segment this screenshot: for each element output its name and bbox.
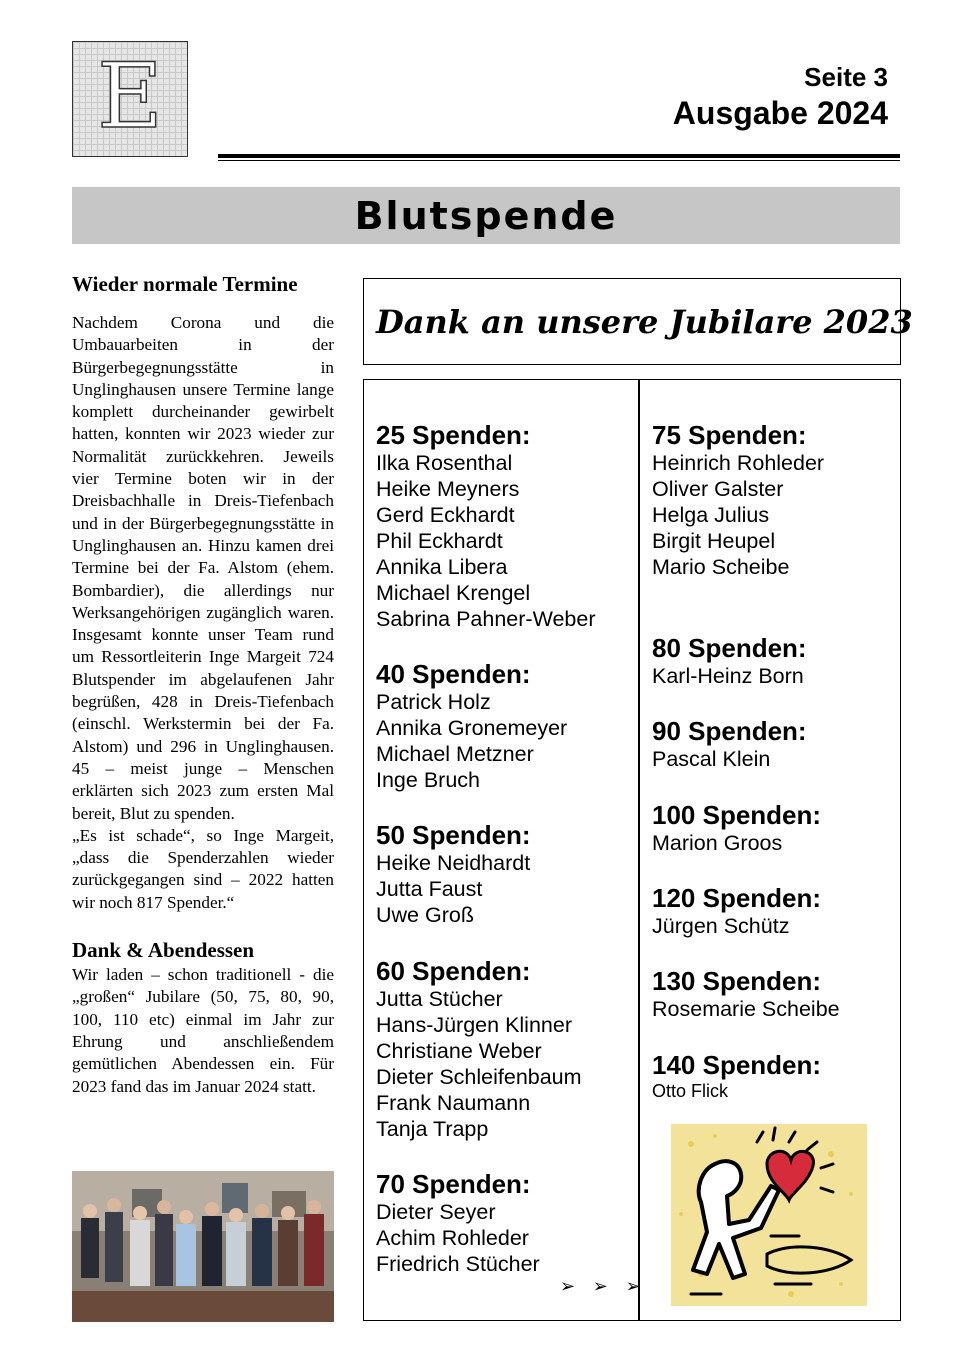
section-title: Blutspende xyxy=(354,193,618,238)
donor-name: Rosemarie Scheibe xyxy=(652,997,840,1021)
donor-name: Mario Scheibe xyxy=(652,555,790,579)
group-heading: 120 Spenden: xyxy=(652,883,822,913)
thanks-title: Dank an unsere Jubilare 2023 xyxy=(376,302,913,341)
donor-name: Annika Gronemeyer xyxy=(376,716,568,740)
group-140 xyxy=(652,1050,821,1102)
donor-name: Annika Libera xyxy=(376,555,508,579)
column-divider xyxy=(638,379,640,1321)
donor-name: Michael Metzner xyxy=(376,742,534,766)
group-25 xyxy=(376,420,596,632)
article-paragraph-1: Nachdem Corona und die Umbauarbeiten in der Bürgerbegegnungsstätte in Unglinghausen unsere Termine lange komplett durcheinander gewirbelt hatten, konnten wir 2023 wieder zur Normalität zurückkehren. Jeweils vier Termine boten wir in der Dreisbachhalle in Dreis-Tiefenbach und in der Bürgerbegegnungsstätte in Unglinghausen an. Hinzu kamen drei Termine bei der Fa. Alstom (ehem. Bombardier), die allerdings nur Werksangehörigen zugänglich waren. Insgesamt konnte unser Team rund um Ressortleiterin Inge Margeit 724 Blutspender im abgelaufenen Jahr begrüßen, 428 in Dreis-Tiefenbach (einschl. Werkstermin bei der Fa. Alstom) und 296 in Unglinghausen. 45 – meist junge – Menschen erklärten sich 2023 zum ersten Mal bereit, Blut zu spenden. xyxy=(72,313,334,823)
donor-name: Birgit Heupel xyxy=(652,529,776,553)
group-75 xyxy=(652,420,824,580)
donor-name: Patrick Holz xyxy=(376,690,491,714)
group-90 xyxy=(652,716,807,772)
group-heading: 140 Spenden: xyxy=(652,1050,822,1080)
group-120 xyxy=(652,883,821,939)
donor-name: Jürgen Schütz xyxy=(652,914,790,938)
donor-name: Marion Groos xyxy=(652,831,783,855)
group-130 xyxy=(652,966,840,1022)
donor-name: Dieter Schleifenbaum xyxy=(376,1065,582,1089)
donor-name: Hans-Jürgen Klinner xyxy=(376,1013,572,1037)
article-heading-dank: Dank & Abendessen xyxy=(72,938,255,963)
group-100 xyxy=(652,800,821,856)
donor-name: Oliver Galster xyxy=(652,477,784,501)
group-heading: 40 Spenden: xyxy=(376,659,531,689)
donor-name: Jutta Faust xyxy=(376,877,483,901)
donor-name: Otto Flick xyxy=(652,1081,729,1101)
section-banner xyxy=(72,187,900,244)
group-heading: 100 Spenden: xyxy=(652,800,822,830)
donor-name: Tanja Trapp xyxy=(376,1117,489,1141)
group-heading: 130 Spenden: xyxy=(652,966,822,996)
donor-name: Uwe Groß xyxy=(376,903,474,927)
donor-name: Frank Naumann xyxy=(376,1091,531,1115)
article-heading-termine: Wieder normale Termine xyxy=(72,272,298,296)
header-rule-thin xyxy=(218,160,900,161)
donor-name: Pascal Klein xyxy=(652,747,771,771)
group-70 xyxy=(376,1169,540,1277)
group-heading: 80 Spenden: xyxy=(652,633,807,663)
group-heading: 90 Spenden: xyxy=(652,716,807,746)
donor-name: Christiane Weber xyxy=(376,1039,542,1063)
donor-name: Helga Julius xyxy=(652,503,770,527)
group-heading: 75 Spenden: xyxy=(652,420,807,450)
group-heading: 70 Spenden: xyxy=(376,1169,531,1199)
group-heading: 60 Spenden: xyxy=(376,956,531,986)
donor-name: Heike Meyners xyxy=(376,477,520,501)
logo-box xyxy=(72,41,188,157)
donor-name: Phil Eckhardt xyxy=(376,529,503,553)
donor-name: Heinrich Rohleder xyxy=(652,451,825,475)
group-40 xyxy=(376,659,567,793)
issue-label: Ausgabe 2024 xyxy=(672,95,888,131)
donor-name: Ilka Rosenthal xyxy=(376,451,513,475)
logo-letter: E xyxy=(97,44,163,149)
blood-donation-illustration xyxy=(671,1124,867,1306)
page-number: Seite 3 xyxy=(804,62,888,92)
article-paragraph-quote: „Es ist schade“, so Inge Margeit, „dass die Spenderzahlen wieder zurückgegangen sind – 2022 hatten wir noch 817 Spender.“ xyxy=(72,825,334,912)
donor-name: Karl-Heinz Born xyxy=(652,664,804,688)
donor-name: Heike Neidhardt xyxy=(376,851,531,875)
donor-name: Inge Bruch xyxy=(376,768,480,792)
donor-name: Jutta Stücher xyxy=(376,987,503,1011)
article-column xyxy=(72,270,334,1098)
group-heading: 25 Spenden: xyxy=(376,420,531,450)
group-heading: 50 Spenden: xyxy=(376,820,531,850)
continue-arrows: ➢ ➢ ➢ xyxy=(560,1276,647,1297)
header-rule xyxy=(218,154,900,158)
donor-name: Gerd Eckhardt xyxy=(376,503,515,527)
article-paragraph-2: Wir laden – schon traditionell - die „großen“ Jubilare (50, 75, 80, 90, 100, 110 etc) einmal im Jahr zur Ehrung und anschließendem gemütlichen Abendessen ein. Für 2023 fand das im Januar 2024 statt. xyxy=(72,965,334,1096)
donor-name: Dieter Seyer xyxy=(376,1200,496,1224)
donor-name: Michael Krengel xyxy=(376,581,531,605)
thanks-title-box xyxy=(363,278,913,365)
group-60 xyxy=(376,956,582,1142)
group-photo xyxy=(72,1171,334,1322)
donor-name: Friedrich Stücher xyxy=(376,1252,540,1276)
donor-name: Achim Rohleder xyxy=(376,1226,529,1250)
group-80 xyxy=(652,633,807,689)
donor-name: Sabrina Pahner-Weber xyxy=(376,607,596,631)
group-50 xyxy=(376,820,531,928)
